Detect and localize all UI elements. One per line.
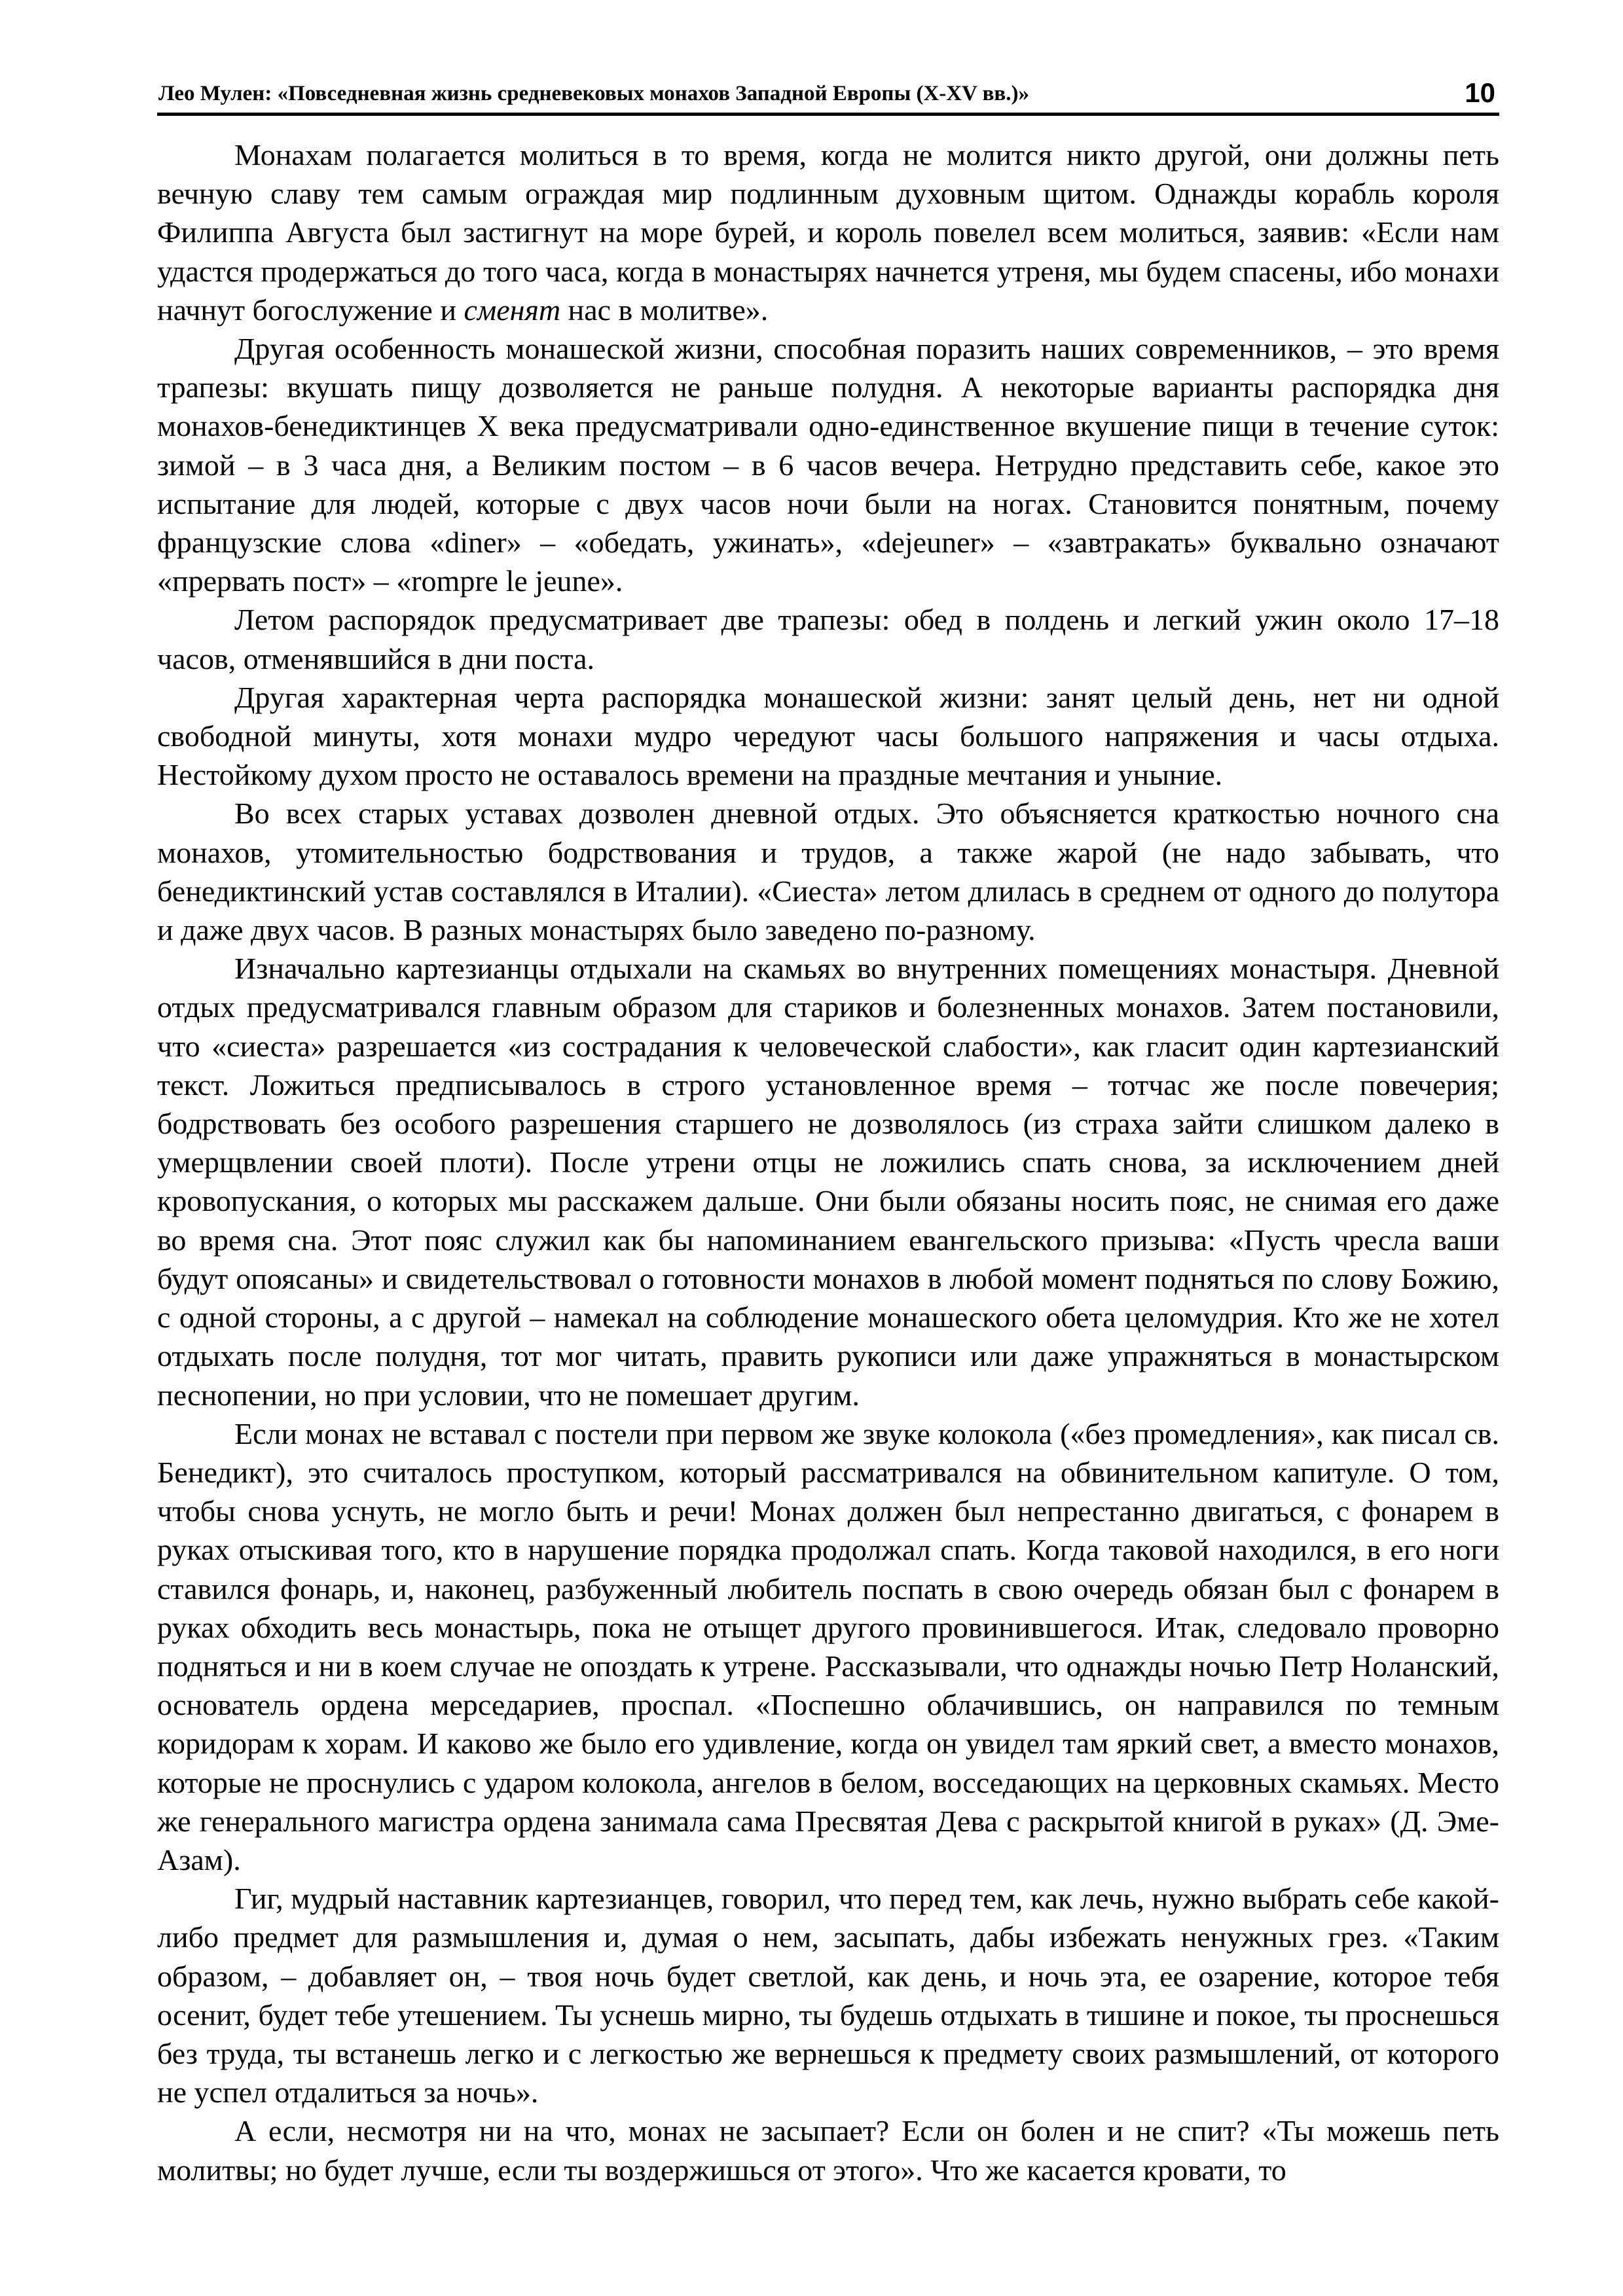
page-number: 10 [1465, 77, 1495, 108]
paragraph: Изначально картезианцы отдыхали на скамьях во внутренних помещениях монастыря. Дневной отдых предусматривался главным образом для стариков и болезненных монахов. Затем постановили, что «сиеста» разрешается «из сострадания к человеческой слабости», как гласит один картезианский текст. Ложиться предписывалось в строго установленное время – тотчас же после повечерия; бодрствовать без особого разрешения старшего не дозволялось (из страха зайти слишком далеко в умерщвлении своей плоти). После утрени отцы не ложились спать снова, за исключением дней кровопускания, о которых мы расскажем дальше. Они были обязаны носить пояс, не снимая его даже во время сна. Этот пояс служил как бы напоминанием евангельского призыва: «Пусть чресла ваши будут опоясаны» и свидетельствовал о готовности монахов в любой момент подняться по слову Божию, с одной стороны, а с другой – намекал на соблюдение монашеского обета целомудрия. Кто же не хотел отдыхать после полудня, тот мог читать, править рукописи или даже упражняться в монастырском песнопении, но при условии, что не помешает другим. [157, 952, 1499, 1412]
paragraph: Если монах не вставал с постели при первом же звуке колокола («без промедления», как писал св. Бенедикт), это считалось проступком, который рассматривался на обвинительном капитуле. О том, чтобы снова уснуть, не могло быть и речи! Монах должен был непрестанно двигаться, с фонарем в руках отыскивая того, кто в нарушение порядка продолжал спать. Когда таковой находился, в его ноги ставился фонарь, и, наконец, разбуженный любитель поспать в свою очередь обязан был с фонарем в руках обходить весь монастырь, пока не отыщет другого провинившегося. Итак, следовало проворно подняться и ни в коем случае не опоздать к утрене. Рассказывали, что однажды ночью Петр Ноланский, основатель ордена мерседариев, проспал. «Поспешно облачившись, он направился по темным коридорам к хорам. И каково же было его удивление, когда он увидел там яркий свет, а вместо монахов, которые не проснулись с ударом колокола, ангелов в белом, восседающих на церковных скамьях. Место же генерального магистра ордена занимала сама Пресвятая Дева с раскрытой книгой в руках» (Д. Эме-Азам). [157, 1416, 1499, 1876]
paragraph-text: нас в молитве». [560, 293, 769, 327]
body-text [157, 135, 1499, 2189]
paragraph: Во всех старых уставах дозволен дневной отдых. Это объясняется краткостью ночного сна монахов, утомительностью бодрствования и трудов, а также жарой (не надо забывать, что бенедиктинский устав составлялся в Италии). «Сиеста» летом длилась в среднем от одного до полутора и даже двух часов. В разных монастырях было заведено по-разному. [157, 797, 1499, 947]
paragraph [157, 135, 1499, 329]
paragraph: Летом распорядок предусматривает две трапезы: обед в полдень и легкий ужин около 17–18 часов, отменявшийся в дни поста. [157, 603, 1499, 675]
paragraph: Другая характерная черта распорядка монашеской жизни: занят целый день, нет ни одной свободной минуты, хотя монахи мудро чередуют часы большого напряжения и часы отдыха. Нестойкому духом просто не оставалось времени на праздные мечтания и уныние. [157, 680, 1499, 792]
header-title: Лео Мулен: «Повседневная жизнь средневековых монахов Западной Европы (X-XV вв.)» [158, 82, 1029, 105]
paragraph: А если, несмотря ни на что, монах не засыпает? Если он болен и не спит? «Ты можешь петь молитвы; но будет лучше, если ты воздержишься от этого». Что же касается кровати, то [157, 2114, 1499, 2187]
emphasized-word: сменят [464, 293, 561, 327]
paragraph-text: Монахам полагается молиться в то время, когда не молится никто другой, они должны петь вечную славу тем самым ограждая мир подлинным духовным щитом. Однажды корабль короля Филиппа Августа был застигнут на море бурей, и король повелел всем молиться, заявив: «Если нам удастся продержаться до того часа, когда в монастырях начнется утреня, мы будем спасены, ибо монахи начнут богослужение и [157, 138, 1499, 327]
paragraph: Гиг, мудрый наставник картезианцев, говорил, что перед тем, как лечь, нужно выбрать себе какой-либо предмет для размышления и, думая о нем, засыпать, дабы избежать ненужных грез. «Таким образом, – добавляет он, – твоя ночь будет светлой, как день, и ночь эта, ее озарение, которое тебя осенит, будет тебе утешением. Ты уснешь мирно, ты будешь отдыхать в тишине и покое, ты проснешься без труда, ты встанешь легко и с легкостью же вернешься к предмету своих размышлений, от которого не успел отдалиться за ночь». [157, 1882, 1499, 2109]
paragraph: Другая особенность монашеской жизни, способная поразить наших современников, – это время трапезы: вкушать пищу дозволяется не раньше полудня. А некоторые варианты распорядка дня монахов-бенедиктинцев X века предусматривали одно-единственное вкушение пищи в течение суток: зимой – в 3 часа дня, а Великим постом – в 6 часов вечера. Нетрудно представить себе, какое это испытание для людей, которые с двух часов ночи были на ногах. Становится понятным, почему французские слова «diner» – «обедать, ужинать», «dejeuner» – «завтракать» буквально означают «прервать пост» – «rompre le jeune». [157, 332, 1499, 598]
running-header [157, 72, 1499, 116]
